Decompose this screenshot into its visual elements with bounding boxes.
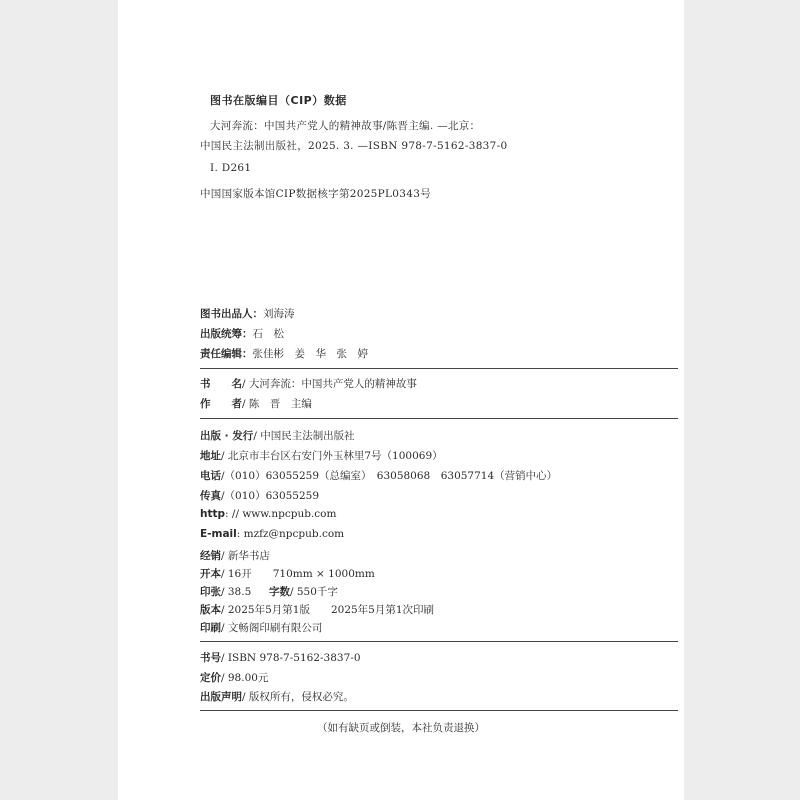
fax-row (200, 488, 319, 503)
phone-label: 电话 (200, 470, 221, 482)
address-row (200, 448, 443, 463)
distributor-row (200, 428, 355, 443)
book-author-row (200, 396, 312, 411)
divider-4 (200, 710, 678, 711)
coordinator-label: 出版统筹： (200, 328, 253, 340)
cip-line-3: Ⅰ. D261 (210, 162, 252, 174)
book-author-value: / 陈 晋 主编 (242, 398, 312, 410)
email-row (200, 528, 344, 540)
http-value[interactable]: : // www.npcpub.com (225, 508, 337, 520)
dealer-value: / 新华书店 (221, 550, 270, 562)
book-author-label: 作 者 (200, 398, 242, 410)
copyright-page (118, 0, 684, 800)
format-row (200, 566, 375, 581)
http-row (200, 508, 336, 520)
divider-2 (200, 418, 678, 419)
book-title-row (200, 376, 417, 391)
isbn-value: / ISBN 978-7-5162-3837-0 (221, 652, 361, 664)
edition-label: 版本 (200, 604, 221, 616)
sheets-value: / 38.5 (221, 586, 252, 598)
dealer-label: 经销 (200, 550, 221, 562)
phone-value: /（010）63055259（总编室） 63058068 63057714（营销中心） (221, 470, 558, 482)
email-value[interactable]: : mzfz@npcpub.com (236, 528, 345, 540)
format-label: 开本 (200, 568, 221, 580)
price-row (200, 670, 268, 685)
editors-value: 张佳彬 姜 华 张 婷 (252, 348, 368, 360)
distributor-value: / 中国民主法制出版社 (253, 430, 355, 442)
coordinator-row (200, 326, 284, 341)
publisher-person-label: 图书出品人： (200, 308, 263, 320)
coordinator-value: 石 松 (252, 328, 284, 340)
cip-line-1: 大河奔流：中国共产党人的精神故事/陈晋主编. —北京： (210, 120, 481, 132)
book-title-label: 书 名 (200, 378, 242, 390)
return-notice: （如有缺页或倒装，本社负责退换） (317, 722, 485, 734)
cip-line-4: 中国国家版本馆CIP数据核字第2025PL0343号 (200, 188, 432, 200)
divider-1 (200, 368, 678, 369)
edition-value: / 2025年5月第1版 2025年5月第1次印刷 (221, 604, 435, 616)
phone-row (200, 468, 557, 483)
cip-line-2: 中国民主法制出版社，2025. 3. —ISBN 978-7-5162-3837-0 (200, 140, 508, 152)
rights-value: / 版权所有，侵权必究。 (242, 691, 354, 703)
http-label: http (200, 508, 226, 520)
dealer-row (200, 548, 270, 563)
sheets-label: 印张 (200, 586, 221, 598)
divider-3 (200, 641, 678, 642)
words-label: 字数 (269, 586, 290, 598)
printer-label: 印刷 (200, 622, 221, 634)
fax-label: 传真 (200, 490, 221, 502)
edition-row (200, 602, 434, 617)
sheets-row (200, 584, 338, 599)
printer-row (200, 620, 322, 635)
book-title-value: / 大河奔流：中国共产党人的精神故事 (242, 378, 417, 390)
price-label: 定价 (200, 672, 221, 684)
price-value: / 98.00元 (221, 672, 269, 684)
cip-title: 图书在版编目（CIP）数据 (210, 94, 347, 107)
fax-value: /（010）63055259 (221, 490, 320, 502)
isbn-row (200, 650, 361, 665)
address-label: 地址 (200, 450, 221, 462)
format-value: / 16开 710mm × 1000mm (221, 568, 375, 580)
editors-label: 责任编辑： (200, 348, 253, 360)
rights-row (200, 689, 354, 704)
editors-row (200, 346, 368, 361)
publisher-person-row (200, 306, 295, 321)
isbn-label: 书号 (200, 652, 221, 664)
distributor-label: 出版 · 发行 (200, 430, 254, 442)
publisher-person-value: 刘海涛 (263, 308, 295, 320)
address-value: / 北京市丰台区右安门外玉林里7号（100069） (221, 450, 443, 462)
rights-label: 出版声明 (200, 691, 242, 703)
printer-value: / 文畅阁印刷有限公司 (221, 622, 323, 634)
email-label: E-mail (200, 528, 237, 540)
words-value: / 550千字 (290, 586, 338, 598)
